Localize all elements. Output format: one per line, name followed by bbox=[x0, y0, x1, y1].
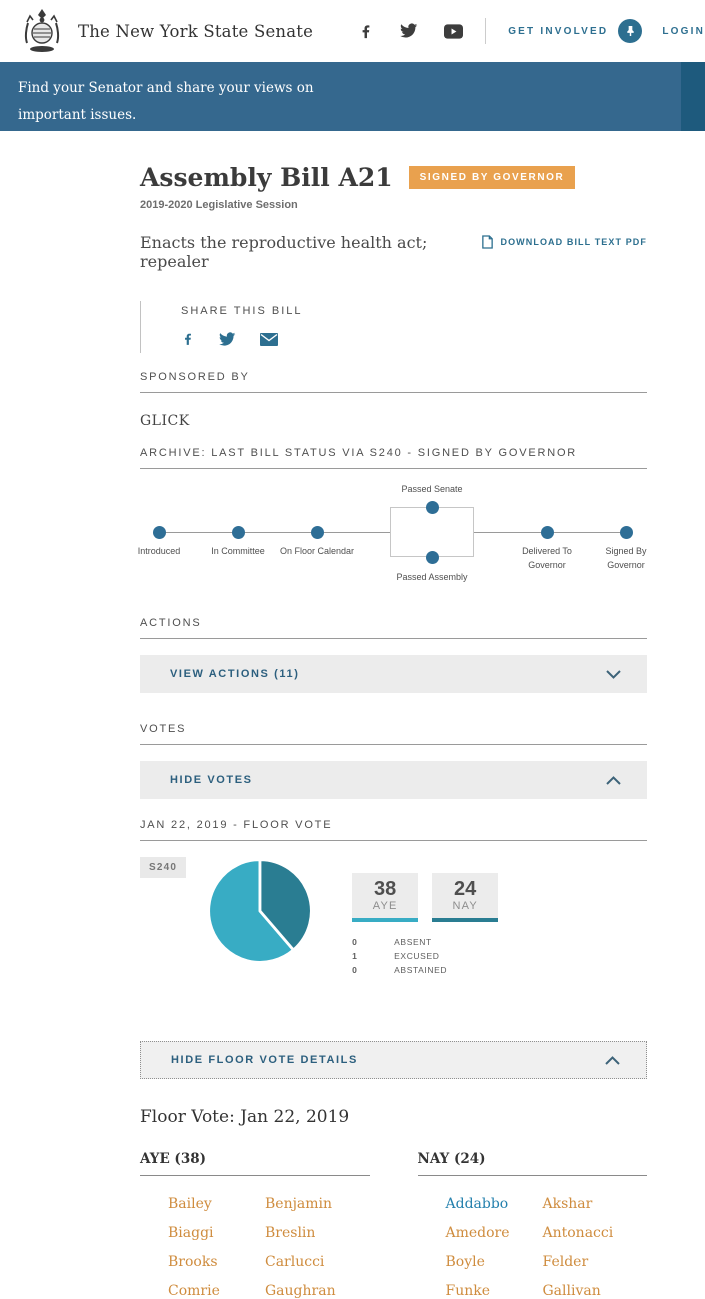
header-divider bbox=[485, 18, 486, 44]
nay-column bbox=[418, 1151, 648, 1299]
floor-vote-heading: JAN 22, 2019 - FLOOR VOTE bbox=[140, 819, 647, 841]
excused-count: 1 bbox=[352, 951, 358, 961]
banner-text-line1: Find your Senator and share your views on bbox=[18, 80, 314, 96]
download-link-label: DOWNLOAD BILL TEXT PDF bbox=[500, 237, 647, 247]
senator-link[interactable]: Funke bbox=[445, 1283, 491, 1299]
senator-link[interactable]: Carlucci bbox=[265, 1254, 325, 1270]
senator-link[interactable]: Bailey bbox=[168, 1196, 212, 1212]
pin-icon bbox=[618, 19, 642, 43]
senator-link[interactable]: Antonacci bbox=[542, 1225, 614, 1241]
sponsor-name: GLICK bbox=[140, 413, 190, 429]
twitter-icon[interactable] bbox=[400, 23, 418, 39]
votes-heading: VOTES bbox=[140, 723, 647, 745]
timeline-step-passed-senate: Passed Senate bbox=[401, 484, 463, 494]
absent-label: ABSENT bbox=[394, 937, 432, 947]
site-header bbox=[0, 0, 705, 62]
get-involved-label: GET INVOLVED bbox=[508, 25, 609, 37]
bill-title: Assembly Bill A21 bbox=[140, 163, 393, 192]
hide-votes-label: HIDE VOTES bbox=[170, 774, 253, 786]
banner-right-tab[interactable] bbox=[681, 62, 705, 131]
timeline-step-signed-by-governor: Signed By Governor bbox=[605, 546, 647, 570]
chevron-up-icon bbox=[605, 1056, 620, 1065]
timeline-dot-on-floor-calendar bbox=[311, 526, 324, 539]
share-facebook-icon[interactable] bbox=[181, 331, 195, 347]
bill-ref-badge[interactable]: S240 bbox=[140, 857, 186, 878]
nay-count: 24 bbox=[454, 878, 477, 900]
timeline-step-delivered-to-governor: Delivered To Governor bbox=[522, 546, 572, 570]
senator-link[interactable]: Akshar bbox=[542, 1196, 593, 1212]
senator-link[interactable]: Boyle bbox=[445, 1254, 485, 1270]
absent-count: 0 bbox=[352, 937, 358, 947]
abstained-count: 0 bbox=[352, 965, 358, 975]
share-email-icon[interactable] bbox=[260, 333, 278, 346]
timeline-dot-signed-by-governor bbox=[620, 526, 633, 539]
site-title: The New York State Senate bbox=[78, 21, 314, 41]
chevron-up-icon bbox=[606, 776, 621, 785]
senator-link[interactable]: Benjamin bbox=[265, 1196, 333, 1212]
timeline-branch-box bbox=[390, 507, 474, 557]
view-actions-toggle[interactable] bbox=[140, 655, 647, 693]
sponsored-by-heading: SPONSORED BY bbox=[140, 371, 647, 393]
senator-link[interactable]: Gallivan bbox=[542, 1283, 601, 1299]
status-badge: SIGNED BY GOVERNOR bbox=[409, 166, 576, 189]
timeline-line-left bbox=[159, 532, 390, 533]
login-link[interactable]: LOGIN bbox=[662, 25, 705, 37]
aye-column-heading: AYE (38) bbox=[140, 1151, 370, 1176]
aye-count: 38 bbox=[374, 878, 397, 900]
nay-tally bbox=[432, 873, 498, 922]
senator-link[interactable]: Brooks bbox=[168, 1254, 218, 1270]
senator-link[interactable]: Comrie bbox=[168, 1283, 220, 1299]
senator-link[interactable]: Amedore bbox=[445, 1225, 510, 1241]
timeline-step-in-committee: In Committee bbox=[211, 546, 265, 556]
view-actions-label: VIEW ACTIONS (11) bbox=[170, 668, 300, 680]
vote-legend bbox=[352, 935, 498, 977]
legislative-session: 2019-2020 Legislative Session bbox=[140, 199, 298, 211]
senator-link[interactable]: Addabbo bbox=[445, 1196, 509, 1212]
find-senator-banner bbox=[0, 62, 705, 131]
timeline-step-on-floor-calendar: On Floor Calendar bbox=[279, 546, 355, 556]
facebook-icon[interactable] bbox=[358, 23, 374, 40]
senator-link[interactable]: Biaggi bbox=[168, 1225, 214, 1241]
senator-link[interactable]: Gaughran bbox=[265, 1283, 336, 1299]
hide-votes-toggle[interactable] bbox=[140, 761, 647, 799]
senator-link[interactable]: Felder bbox=[542, 1254, 589, 1270]
excused-label: EXCUSED bbox=[394, 951, 440, 961]
hide-floor-vote-details-toggle[interactable] bbox=[140, 1041, 647, 1079]
get-involved-link[interactable] bbox=[508, 19, 642, 43]
timeline-dot-passed-senate bbox=[426, 501, 439, 514]
timeline-dot-introduced bbox=[153, 526, 166, 539]
youtube-icon[interactable] bbox=[444, 24, 463, 39]
banner-text-line2: important issues. bbox=[18, 107, 137, 123]
nys-senate-seal-logo bbox=[20, 7, 64, 55]
vote-summary bbox=[140, 855, 647, 1005]
nay-column-heading: NAY (24) bbox=[418, 1151, 648, 1176]
timeline-dot-passed-assembly bbox=[426, 551, 439, 564]
hide-floor-vote-details-label: HIDE FLOOR VOTE DETAILS bbox=[171, 1054, 358, 1066]
aye-column bbox=[140, 1151, 370, 1299]
timeline-dot-delivered-to-governor bbox=[541, 526, 554, 539]
chevron-down-icon bbox=[606, 670, 621, 679]
document-icon bbox=[481, 235, 494, 249]
bill-description: Enacts the reproductive health act; repealer bbox=[140, 233, 428, 271]
rollcall-columns bbox=[140, 1151, 647, 1299]
share-twitter-icon[interactable] bbox=[219, 332, 236, 347]
aye-label: AYE bbox=[372, 900, 398, 912]
share-block bbox=[140, 301, 647, 353]
timeline-dot-in-committee bbox=[232, 526, 245, 539]
abstained-label: ABSTAINED bbox=[394, 965, 448, 975]
timeline-step-introduced: Introduced bbox=[137, 546, 181, 556]
nay-label: NAY bbox=[452, 900, 478, 912]
senator-link[interactable]: Breslin bbox=[265, 1225, 316, 1241]
bill-status-heading: ARCHIVE: LAST BILL STATUS VIA S240 - SIGNED BY GOVERNOR bbox=[140, 447, 647, 469]
bill-page-content bbox=[0, 131, 705, 1299]
vote-pie-chart bbox=[204, 855, 316, 967]
download-bill-pdf-link[interactable] bbox=[481, 235, 647, 249]
bill-status-timeline bbox=[137, 483, 647, 595]
aye-tally bbox=[352, 873, 418, 922]
actions-heading: ACTIONS bbox=[140, 617, 647, 639]
floor-vote-title: Floor Vote: Jan 22, 2019 bbox=[140, 1107, 350, 1127]
timeline-step-passed-assembly: Passed Assembly bbox=[396, 572, 468, 582]
share-this-bill-label: SHARE THIS BILL bbox=[181, 305, 303, 317]
